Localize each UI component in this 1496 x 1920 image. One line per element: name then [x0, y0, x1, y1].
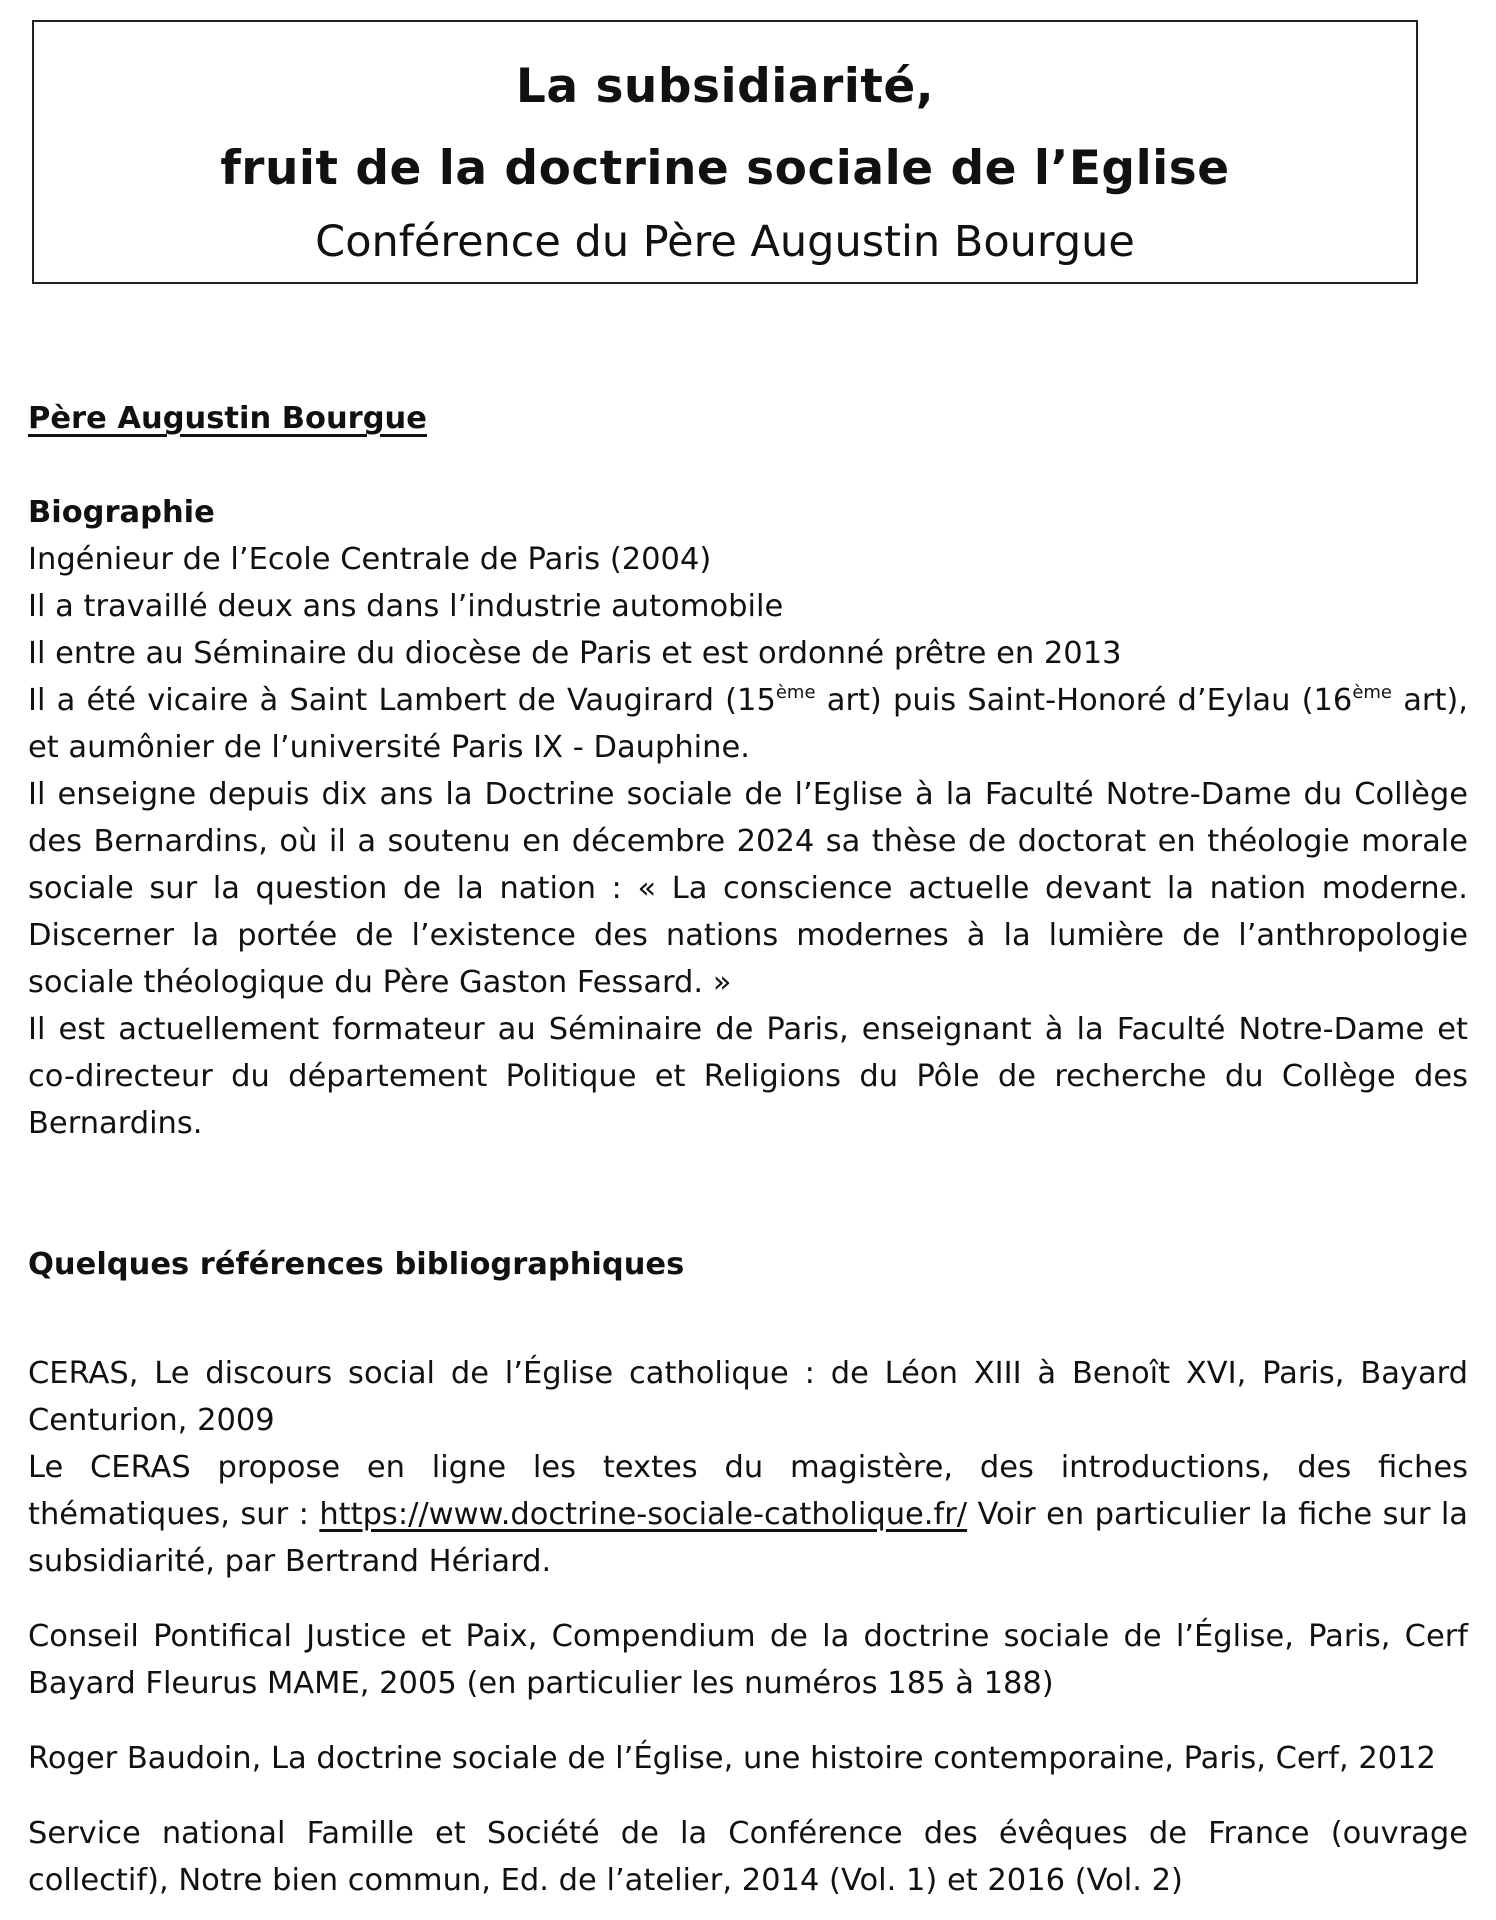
bio-text: art) puis Saint-Honoré d’Eylau (16	[815, 683, 1353, 718]
reference-item: Conseil Pontifical Justice et Paix, Compendium de la doctrine sociale de l’Église, Paris, Cerf Bayard Fleurus MAME, 2005 (en particulier les numéros 185 à 188)	[28, 1619, 1468, 1701]
reference-item: CERAS, Le discours social de l’Église catholique : de Léon XIII à Benoît XVI, Paris, Bayard Centurion, 2009	[28, 1356, 1468, 1438]
biography-paragraph-teaching: Il enseigne depuis dix ans la Doctrine sociale de l’Eglise à la Faculté Notre-Dame du Collège des Bernardins, où il a soutenu en décembre 2024 sa thèse de doctorat en théologie morale sociale sur la question de la nation : « La conscience actuelle devant la nation moderne. Discerner la portée de l’existence des nations modernes à la lumière de l’anthropologie sociale théologique du Père Gaston Fessard. »	[28, 777, 1468, 1000]
reference-item: Roger Baudoin, La doctrine sociale de l’Église, une histoire contemporaine, Paris, Cerf, 2012	[28, 1741, 1436, 1776]
title-line-1: La subsidiarité,	[515, 59, 935, 114]
reference-item	[28, 1444, 1468, 1585]
biography-line: Il a travaillé deux ans dans l’industrie automobile	[28, 589, 784, 624]
reference-text: Le CERAS propose en ligne les textes du magistère, des introductions, des fiches thématiques, sur :	[28, 1450, 1468, 1532]
biography-paragraph-vicaire	[28, 677, 1468, 771]
reference-text: Voir en particulier la fiche sur la subsidiarité, par Bertrand Hériard.	[28, 1497, 1468, 1579]
subtitle: Conférence du Père Augustin Bourgue	[315, 217, 1135, 267]
reference-item: Service national Famille et Société de la Conférence des évêques de France (ouvrage collectif), Notre bien commun, Ed. de l’atelier, 2014 (Vol. 1) et 2016 (Vol. 2)	[28, 1816, 1468, 1898]
superscript: ème	[775, 682, 816, 703]
title-line-2: fruit de la doctrine sociale de l’Eglise	[220, 141, 1230, 196]
biography-heading: Biographie	[28, 495, 215, 530]
biography-paragraph-current: Il est actuellement formateur au Séminaire de Paris, enseignant à la Faculté Notre-Dame et co-directeur du département Politique et Religions du Pôle de recherche du Collège des Bernardins.	[28, 1012, 1468, 1141]
ceras-link[interactable]: https://www.doctrine-sociale-catholique.fr/	[319, 1497, 968, 1532]
biography-line: Ingénieur de l’Ecole Centrale de Paris (2004)	[28, 542, 712, 577]
document-body	[28, 395, 1468, 1904]
bio-text: art), et aumônier de l’université Paris IX - Dauphine.	[28, 683, 1468, 765]
biography-line: Il entre au Séminaire du diocèse de Paris et est ordonné prêtre en 2013	[28, 636, 1122, 671]
superscript: ème	[1352, 682, 1393, 703]
references-heading: Quelques références bibliographiques	[28, 1247, 685, 1282]
speaker-heading: Père Augustin Bourgue	[28, 401, 427, 436]
bio-text: Il a été vicaire à Saint Lambert de Vaugirard (15	[28, 683, 776, 718]
title-box	[32, 20, 1418, 284]
